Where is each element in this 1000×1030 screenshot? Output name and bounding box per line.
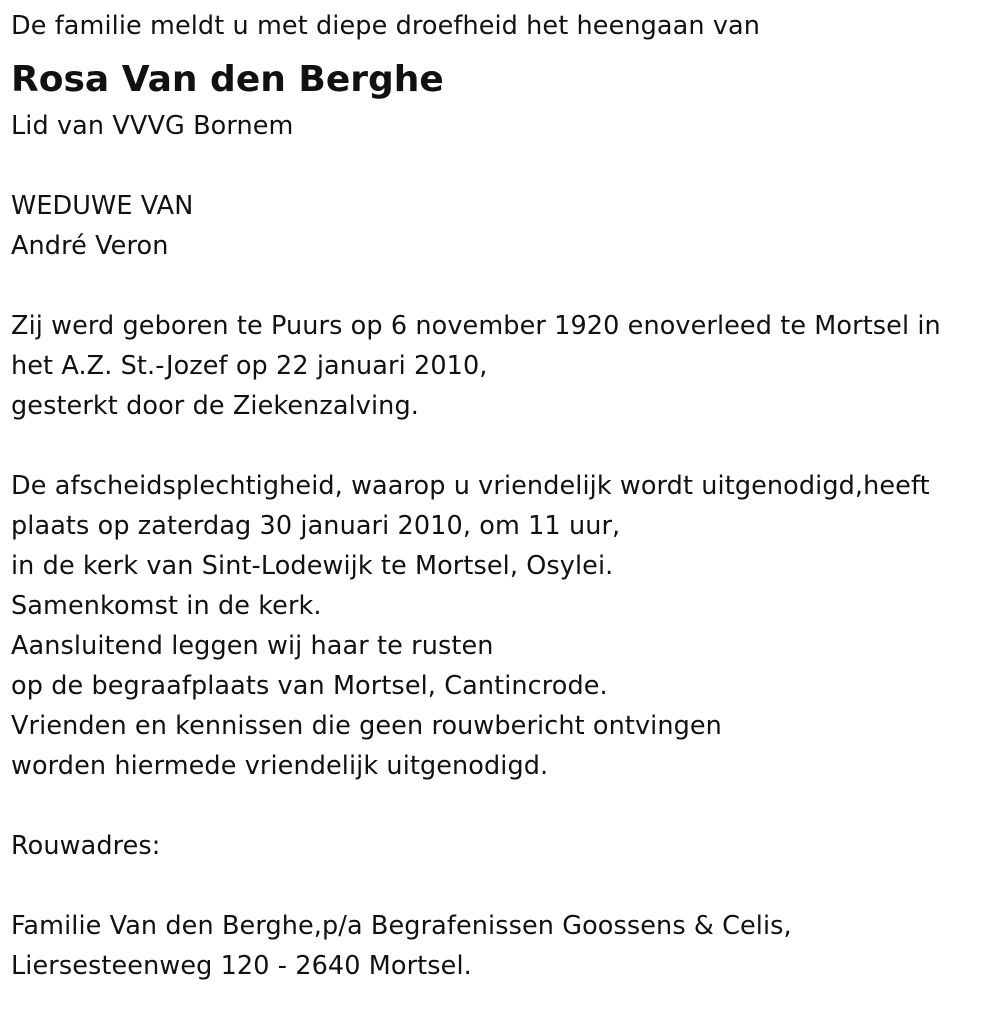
address-block xyxy=(11,906,991,986)
ceremony-paragraph xyxy=(11,466,991,786)
ceremony-line: op de begraafplaats van Mortsel, Cantincrode. xyxy=(11,671,608,701)
spacer xyxy=(11,146,991,186)
spacer xyxy=(11,266,991,306)
address-line: Liersesteenweg 120 - 2640 Mortsel. xyxy=(11,951,472,981)
deceased-name: Rosa Van den Berghe xyxy=(11,59,444,100)
biography-line: het A.Z. St.-Jozef op 22 januari 2010, xyxy=(11,351,488,381)
biography-line: gesterkt door de Ziekenzalving. xyxy=(11,391,419,421)
intro-text: De familie meldt u met diepe droefheid het heengaan van xyxy=(11,11,761,41)
ceremony-line: worden hiermede vriendelijk uitgenodigd. xyxy=(11,751,549,781)
biography-line: Zij werd geboren te Puurs op 6 november 1920 enoverleed te Mortsel in xyxy=(11,311,941,341)
spouse-name: André Veron xyxy=(11,231,169,261)
spacer xyxy=(11,426,991,466)
ceremony-line: Vrienden en kennissen die geen rouwbericht ontvingen xyxy=(11,711,722,741)
ceremony-line: in de kerk van Sint-Lodewijk te Mortsel, Osylei. xyxy=(11,551,614,581)
biography-paragraph xyxy=(11,306,991,426)
membership-text: Lid van VVVG Bornem xyxy=(11,111,294,141)
death-notice xyxy=(11,6,991,986)
spacer xyxy=(11,786,991,826)
address-label: Rouwadres: xyxy=(11,831,161,861)
ceremony-line: De afscheidsplechtigheid, waarop u vriendelijk wordt uitgenodigd,heeft xyxy=(11,471,930,501)
ceremony-line: Samenkomst in de kerk. xyxy=(11,591,322,621)
ceremony-line: Aansluitend leggen wij haar te rusten xyxy=(11,631,494,661)
spouse-label: WEDUWE VAN xyxy=(11,191,194,221)
spacer xyxy=(11,866,991,906)
address-line: Familie Van den Berghe,p/a Begrafenissen Goossens & Celis, xyxy=(11,911,792,941)
ceremony-line: plaats op zaterdag 30 januari 2010, om 11 uur, xyxy=(11,511,621,541)
